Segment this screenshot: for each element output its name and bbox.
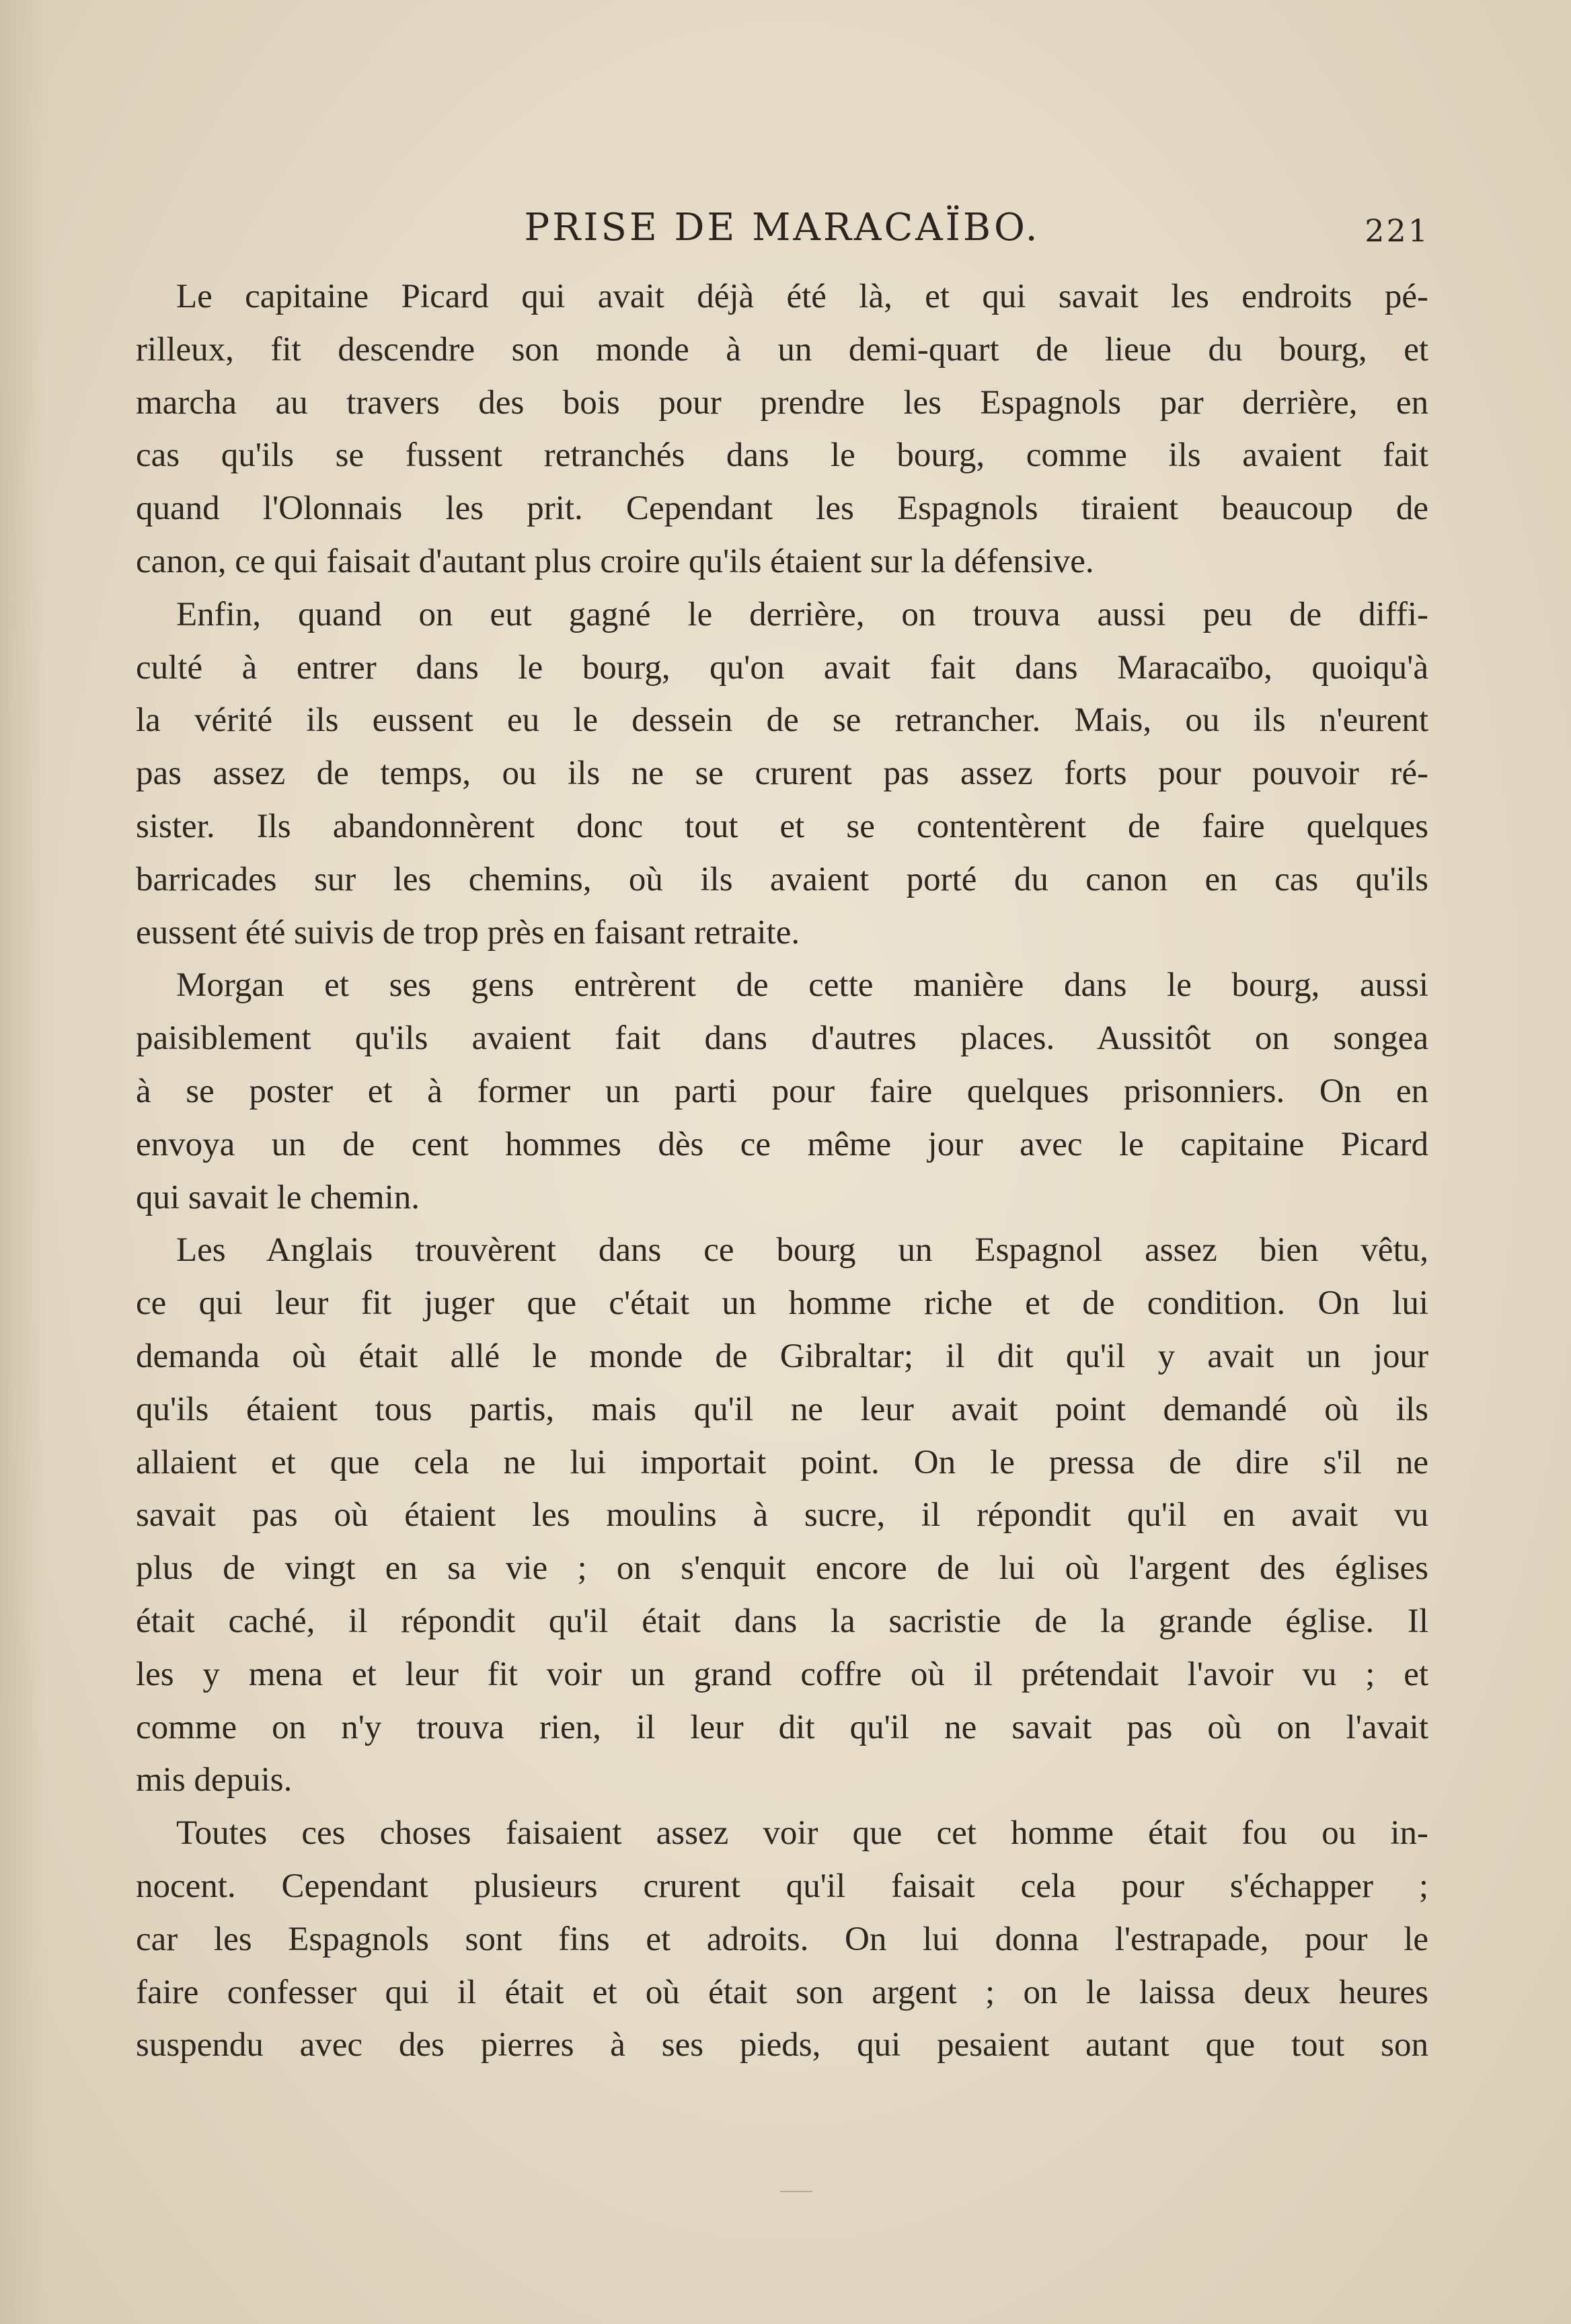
text-line: barricades sur les chemins, où ils avaient porté du canon en cas qu'ils (136, 860, 1428, 898)
text-line: la vérité ils eussent eu le dessein de se retrancher. Mais, ou ils n'eurent (136, 701, 1428, 740)
text-line: car les Espagnols sont fins et adroits. On lui donna l'estrapade, pour le (136, 1920, 1428, 1958)
text-line: sister. Ils abandonnèrent donc tout et se contentèrent de faire quelques (136, 807, 1428, 845)
text-line: suspendu avec des pierres à ses pieds, qui pesaient autant que tout son (136, 2026, 1428, 2064)
text-line: était caché, il répondit qu'il était dans la sacristie de la grande église. Il (136, 1602, 1428, 1640)
text-line: canon, ce qui faisait d'autant plus croire qu'ils étaient sur la défensive. (136, 542, 1094, 580)
text-line: nocent. Cependant plusieurs crurent qu'il faisait cela pour s'échapper ; (136, 1867, 1428, 1905)
text-line: Enfin, quand on eut gagné le derrière, on trouva aussi peu de diffi- (176, 595, 1428, 633)
text-line: savait pas où étaient les moulins à sucre, il répondit qu'il en avait vu (136, 1496, 1428, 1535)
running-title: PRISE DE MARACAÏBO. (524, 206, 1040, 249)
text-line: ce qui leur fit juger que c'était un homme riche et de condition. On lui (136, 1284, 1428, 1323)
text-line: mis depuis. (136, 1761, 293, 1799)
body-text (136, 270, 1428, 2072)
text-line: Les Anglais trouvèrent dans ce bourg un Espagnol assez bien vêtu, (176, 1231, 1428, 1270)
text-line: Le capitaine Picard qui avait déjà été là, et qui savait les endroits pé- (176, 278, 1428, 315)
text-line: rilleux, fit descendre son monde à un demi-quart de lieue du bourg, et (136, 330, 1428, 369)
text-line: à se poster et à former un parti pour faire quelques prisonniers. On en (136, 1072, 1428, 1110)
text-line: culté à entrer dans le bourg, qu'on avait fait dans Maracaïbo, quoiqu'à (136, 648, 1428, 687)
text-line: paisiblement qu'ils avaient fait dans d'autres places. Aussitôt on songea (136, 1019, 1428, 1058)
paragraph-4 (136, 1224, 1428, 1807)
text-line: qui savait le chemin. (136, 1178, 420, 1216)
text-line: cas qu'ils se fussent retranchés dans le bourg, comme ils avaient fait (136, 436, 1428, 475)
text-line: comme on n'y trouva rien, il leur dit qu'il ne savait pas où on l'avait (136, 1708, 1428, 1746)
text-line: faire confesser qui il était et où était son argent ; on le laissa deux heures (136, 1973, 1428, 2011)
paragraph-2 (136, 588, 1428, 960)
text-line: Morgan et ses gens entrèrent de cette manière dans le bourg, aussi (176, 966, 1428, 1005)
text-line: demanda où était allé le monde de Gibraltar; il dit qu'il y avait un jour (136, 1337, 1428, 1375)
page-number: 221 (1365, 212, 1430, 249)
paragraph-1 (136, 270, 1428, 588)
paragraph-5 (136, 1807, 1428, 2072)
page-edge-shadow (0, 0, 47, 2324)
text-line: allaient et que cela ne lui importait point. On le pressa de dire s'il ne (136, 1443, 1428, 1481)
paper-fleck (780, 2191, 812, 2192)
text-line: plus de vingt en sa vie ; on s'enquit encore de lui où l'argent des églises (136, 1549, 1428, 1588)
text-line: les y mena et leur fit voir un grand coffre où il prétendait l'avoir vu ; et (136, 1655, 1428, 1693)
text-line: envoya un de cent hommes dès ce même jour avec le capitaine Picard (136, 1125, 1428, 1163)
text-line: pas assez de temps, ou ils ne se crurent pas assez forts pour pouvoir ré- (136, 754, 1428, 793)
text-line: eussent été suivis de trop près en faisant retraite. (136, 913, 800, 952)
paragraph-3 (136, 959, 1428, 1224)
text-line: quand l'Olonnais les prit. Cependant les Espagnols tiraient beaucoup de (136, 490, 1428, 528)
text-line: marcha au travers des bois pour prendre les Espagnols par derrière, en (136, 383, 1428, 422)
text-line: Toutes ces choses faisaient assez voir que cet homme était fou ou in- (176, 1814, 1428, 1853)
text-line: qu'ils étaient tous partis, mais qu'il ne leur avait point demandé où ils (136, 1390, 1428, 1428)
page-header (135, 206, 1430, 260)
